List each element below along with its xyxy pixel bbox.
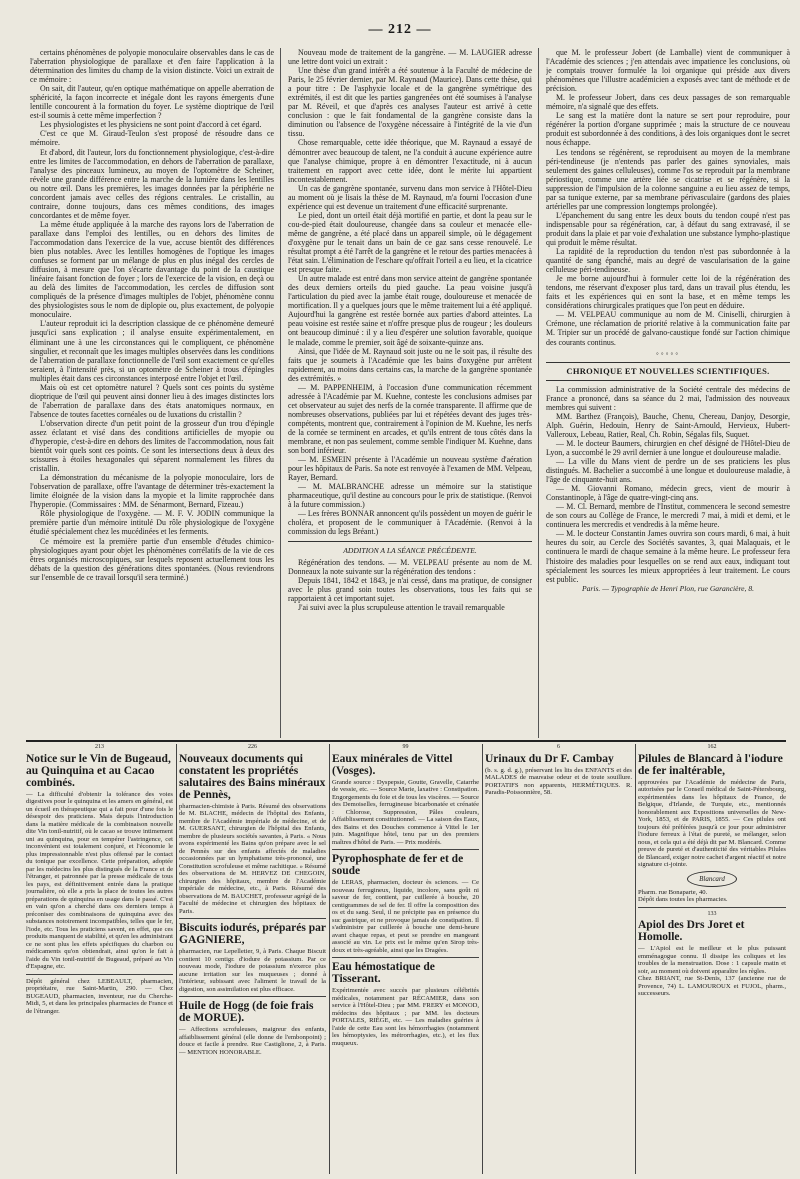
ad-headline: Pilules de Blancard à l'iodure de fer inaltérable, <box>638 752 783 777</box>
addition-title: ADDITION A LA SÉANCE PRÉCÉDENTE. <box>343 545 477 555</box>
paragraph: Une thèse d'un grand intérêt a été soutenue à la Faculté de médecine de Paris, le 25 février dernier, par M. Raynaud (Maurice). Dans cette thèse, qui a pour titre : De l'asphyxie locale et de la gangrène symétrique des extrémités, il est dit que les parties gangrenées ont été soumises à l'analyse par M. Réveil, et que d'après ces analyses l'auteur est arrivé à cette conclusion : que le fait fondamental de la gangrène consiste dans la diminution ou l'absence de l'oxygène nécessaire à l'intégrité de la vie d'un tissu. <box>288 66 532 139</box>
ad-body: pharmacien-chimiste à Paris. Résumé des observations de M. BLACHE, médecin de l'hôpital des Enfants, membre de l'Académie impériale de médecine, et de M. GUERSANT, chirurgien de l'hôpital des Enfants, membre de plusieurs sociétés savantes, à Paris. « Nous avons expérimenté les Bains qu'on prépare avec le sel de Pennès sur des enfants affectés de maladies occasionnées par un lymphatisme très-prononcé, une Constitution scrofuleuse et même rachitique. » Résumé des observations de M. HERVEZ DE CHEGOIN, chirurgien des hôpitaux, membre de l'Académie impériale de médecine, etc., à Paris. Résumé des observations de M. BAUCHET, professeur agrégé de la Faculté de médecine et chirurgien des hôpitaux de Paris. <box>179 802 326 915</box>
ad-number: 99 <box>402 744 409 750</box>
ad-headline: Notice sur le Vin de Bugeaud, au Quinquina et au Cacao combinés. <box>26 752 171 789</box>
paragraph: que M. le professeur Jobert (de Lamballe) vient de communiquer à l'Académie des sciences ; j'en attendais avec impatience les conclusions, où je comptais trouver formulée la loi organique qui préside aux divers phénomènes que l'illustre académicien a exposés avec tant de méthode et de précision. <box>546 48 790 94</box>
paragraph: — La ville du Mans vient de perdre un de ses praticiens les plus distingués. M. Bachelier a succombé à une longue et douloureuse maladie, à l'âge de cinquante-huit ans. <box>546 457 790 485</box>
paragraph: Le sang est la matière dont la nature se sert pour reproduire, pour régénérer la portion d'organe supprimée ; mais la structure de ce nouveau produit est subordonnée à des conditions, à des lois organiques dont le secret nous échappe. <box>546 111 790 148</box>
column-1 <box>30 48 274 736</box>
paragraph: — M. Cl. Bernard, membre de l'Institut, commencera le second semestre de son cours au Collège de France, le mercredi 7 mai, à midi et demi, et le continuera les mercredis et vendredis à la même heure. <box>546 502 790 530</box>
ad-body: de LERAS, pharmacien, docteur ès sciences. — Ce nouveau ferrugineux, liquide, incolore, sans goût ni saveur de fer, contient, par cuillerée à bouche, 20 centigrammes de sel de fer. Il offre la composition des os et du sang. Seul, il ne précipite pas en présence du suc gastrique, et ne provoque jamais de constipation. Il s'administre par cuillerée à bouche une demi-heure avant chaque repas, et peut se prendre en mangeant associé au vin. Le prix est le même qu'en Sirop très-doux et très-agréable, ainsi que les Dragées. <box>332 879 479 954</box>
paragraph: Mais où est cet optomètre naturel ? Quels sont ces points du système dioptrique de l'œil qui peuvent ainsi donner lieu à des images distinctes lors de l'aberration de parallaxe dans des états anatomiques normaux, en l'absence de toutes facettes cornéales ou de luxations du cristallin ? <box>30 382 274 419</box>
paragraph: — M. le docteur Constantin James ouvrira son cours mardi, 6 mai, à huit heures du soir, au Cercle des Sociétés savantes, 3, quai Malaquais, et le continuera le mardi de chaque semaine à la même heure. Le professeur fera l'histoire des maladies pour lesquelles on se rend aux eaux, indiquant tout spécialement les sources les mieux appropriées à leur traitement. Le cours est public. <box>546 529 790 584</box>
page-number: — 212 — <box>368 22 432 37</box>
ad-body: — La difficulté d'obtenir la tolérance des voies digestives pour le quinquina et les amers en général, est un écueil en thérapeutique qui a fait pour d'une fois le désespoir des praticiens. Mais depuis l'introduction dans la matière médicale de la combinaison nouvelle dite Vin tonil-nutritif, où le cacao se trouve intimement uni au quinquina, pour en tempérer l'astringence, cet inconvénient est totalement conjuré, et l'économie le plus impressionnable n'est plus offensé par le contact du tonique par excellence. Cette préparation, adoptée par les médecins les plus distingués de la France et de l'étranger, et patronnée par la presse médicale de tous les pays, est définitivement entrée dans la pratique journalière, où elle a pris la place de toutes les autres préparations de quinquina en usage dans le passé. C'est en vain qu'on a cherché dans ces derniers temps à préconiser des combinaisons de quinquina avec des substances notoirement incompatibles, telles que le fer, l'iode, etc. Tous les praticiens savent, en effet, que ces produits manquent de stabilité, et qu'en les administrant ce ne sont plus les effets spécifiques du charbon ou médicaments qu'on obtiendrait, ainsi qu'on le fait à l'aide du Vin tonil-nutritif de Bugeaud, préparé au Vin d'Espagne, etc. <box>26 790 173 970</box>
paragraph: Nouveau mode de traitement de la gangrène. — M. LAUGIER adresse une lettre dont voici un extrait : <box>288 48 532 67</box>
divider <box>546 380 790 381</box>
paragraph: L'auteur reproduit ici la description classique de ce phénomène demeuré jusqu'ici sans explication ; il analyse ensuite expérimentalement, en éliminant une à une les circonstances qui le compliquent, ce phénomène singulier, et reconnaît que les images multiples observées dans les conditions de l'aberration de parallaxe fonctionnelle de l'œil sont exactement ce qu'elles seraient, à l'intensité près, si un optomètre de Scheiner à trous d'épingles multiples était dans ces circonstances interposé entre l'objet et l'œil. <box>30 319 274 383</box>
paragraph: Chose remarquable, cette idée théorique, que M. Raynaud a essayé de démontrer avec beaucoup de talent, ne l'a conduit à aucune expérience autre que l'analyse chimique, propre à en démontrer l'exactitude, ni à aucun traitement en rapport avec cette idée, dont le mérite lui appartient incontestablement. <box>288 138 532 184</box>
ad-column-1 <box>26 744 173 1174</box>
ad-headline: Urinaux du Dr F. Cambay <box>485 752 614 765</box>
ad-footer: Pharm. rue Bonaparte, 40. <box>638 888 708 896</box>
paragraph: Et d'abord, dit l'auteur, lors du fonctionnement physiologique, c'est-à-dire entre les limites de l'accommodation, en dehors de l'aberration de parallaxe, l'analyse des pinceaux lumineux, au moyen de l'optomètre de Scheiner, révèle une grande différence entre la marche de la lumière dans les lentilles ou notre œil. Dans les premières, les images données par la périphérie ne concordent jamais avec celles des régions centrales. Le cristallin, au contraire, donne toujours, dans ces mêmes conditions, des images concordantes et de même foyer. <box>30 147 274 220</box>
ad-headline: Huile de Hogg (de foie frais de MORUE). <box>179 1000 314 1024</box>
paragraph: C'est ce que M. Giraud-Teulon s'est proposé de résoudre dans ce mémoire. <box>30 129 274 148</box>
divider <box>288 541 532 542</box>
paragraph: Je me borne aujourd'hui à formuler cette loi de la régénération des tendons, me réservant d'exposer plus tard, dans un travail plus étendu, les faits et les expériences qui en sont la base, et en même temps les considérations chirurgicales pratiques que l'on peut en déduire. <box>546 274 790 311</box>
paragraph: — M. le docteur Baumers, chirurgien en chef désigné de l'Hôtel-Dieu de Lyon, a succombé le 29 avril dernier à une longue et douloureuse maladie. <box>546 438 790 457</box>
paragraph: M. le professeur Jobert, dans ces deux passages de son remarquable mémoire, n'a signalé que des effets. <box>546 93 790 112</box>
divider <box>638 907 786 908</box>
ad-headline: Eau hémostatique de Tisserant. <box>332 961 435 985</box>
chronique-title: CHRONIQUE ET NOUVELLES SCIENTIFIQUES. <box>566 365 770 376</box>
paragraph: Rôle physiologique de l'oxygène. — M. F. V. JODIN communique la première partie d'un mémoire intitulé Du rôle physiologique de l'oxygène étudié spécialement chez les mucédinées et les ferments. <box>30 509 274 537</box>
paragraph: — M. Giovanni Romano, médecin grecs, vient de mourir à Constantinople, à l'âge de quatre-vingt-cinq ans. <box>546 484 790 503</box>
ad-footer: Chez BRIANT, rue St-Denis, 137 (ancienne rue de Provence, 74) L. LAMOUROUX et FUJOL, pharm., successeurs. <box>638 975 786 997</box>
ad-number: 133 <box>707 910 717 917</box>
ad-number: 226 <box>248 744 257 750</box>
ad-number: 162 <box>707 744 717 750</box>
paragraph: Les tendons se régénèrent, se reproduisent au moyen de la membrane péri-tendineuse (je n'entends pas parler des gaines synoviales, mais seulement des gaines celluleuses), comme l'os se reproduit par la membrane périostique, comme une artère liée se cicatrise et se régénère, si la suppression de l'impulsion de la colonne sanguine a eu lieu assez de temps, par sa tunique externe, par sa membrane périvasculaire (gardons des plaies artérielles par une compression longtemps prolongée). <box>546 147 790 211</box>
ad-column-3 <box>332 744 479 1174</box>
ad-column-4 <box>485 744 632 1174</box>
paragraph: certains phénomènes de polyopie monoculaire observables dans le cas de l'aberration physiologique de parallaxe et d'en faire l'application à la détermination des limites du champ de la vision distincte. Voici un extrait de ce mémoire : <box>30 48 274 85</box>
paragraph: Depuis 1841, 1842 et 1843, je n'ai cessé, dans ma pratique, de consigner avec le plus grand soin toutes les observations, tous les faits qui se rapportaient à cet important sujet. <box>288 575 532 603</box>
imprint: Paris. — Typographie de Henri Plon, rue Garancière, 8. <box>581 583 755 593</box>
article-columns <box>30 48 788 736</box>
ad-headline: Apiol des Drs Joret et Homolle. <box>638 919 745 943</box>
paragraph: La rapidité de la reproduction du tendon n'est pas subordonnée à la quantité de sang épanché, mais au degré de vascularisation de la gaine celluleuse péri-tendineuse. <box>546 247 790 275</box>
advertisements <box>26 744 786 1174</box>
paragraph: — M. PAPPENHEIM, à l'occasion d'une communication récemment adressée à l'Académie par M. Kuehne, conteste les conclusions admises par cet observateur au sujet des nerfs de la cornée transparente. Il affirme que de nombreuses observations, publiées par lui et répétées devant des juges très-compétents, montrent que, contrairement à l'opinion de M. Kuehne, les nerfs de la cornée se terminent en arcades, et qu'ils entrent de tous côtés dans la membrane, et non pas seulement, comme semble l'indiquer M. Kuehne, dans son bord inférieur. <box>288 382 532 456</box>
ad-body: — Affections scrofuleuses, maigreur des enfants, affaiblissement général (elle donne de l'embonpoint) ; douce et facile à prendre. Rue Castiglione, 2, à Paris. — MENTION HONORABLE. <box>179 1026 326 1056</box>
ad-body: Grande source : Dyspepsie, Goutte, Gravelle, Catarrhe de vessie, etc. — Source Marie, laxative : Constipation. Engorgements du foie et de tous les viscères. — Source des Demoiselles, ferrugineuse bicarbonatée et crénatée : Chlorose, Suppression, Pâles couleurs, Affaiblissement constitutionnel. — La saison des Eaux, des Bains et des Douches commence à Vittel le 1er juin. Magnifique hôtel, tenu par un des premiers maîtres d'hôtel de Paris. — Prix modérés. <box>332 778 479 846</box>
ad-headline: Eaux minérales de Vittel (Vosges). <box>332 752 453 777</box>
paragraph: Les physiologistes et les physiciens ne sont point d'accord à cet égard. <box>40 120 262 130</box>
ad-body: approuvées par l'Académie de médecine de Paris, autorisées par le Conseil médical de Saint-Pétersbourg, expérimentées dans les hôpitaux de France, de Belgique, d'Irlande, de Turquie, etc., mentionnés honorablement aux Expositions universelles de New-York, 1853, et de PARIS, 1855. — Ces pilules ont toujours été préférées jusqu'à ce jour pour administrer l'iodure ferreux à l'état de pureté, se mélanger, selon nous, et cela qui a été déjà dit par M. Blancard. Comme preuve de pureté et d'authenticité des véritables Pilules de Blancard, exiger notre cachet d'argent réactif et notre signature ci-jointe. <box>638 778 786 868</box>
column-2 <box>288 48 532 736</box>
ad-body: Expérimentée avec succès par plusieurs célébrités médicales, notamment par RÉCAMIER, dans son service à l'Hôtel-Dieu ; par MM. FRERY et MONOD, médecins des hôpitaux ; par MM. les docteurs PORTALES, RIÈGE, etc. — Les maladies guéries à l'aide de cette Eau sont les hémorrhagies (notamment les hémoptysies, les métrorrhagies, etc.), et les flux muqueux. <box>332 987 479 1047</box>
paragraph: — M. MALBRANCHE adresse un mémoire sur la statistique pharmaceutique, qu'il destine au concours pour le prix de statistique. (Renvoi à la future commission.) <box>288 482 532 510</box>
paragraph: L'épanchement du sang entre les deux bouts du tendon coupé n'est pas indispensable pour sa régénération, car, à défaut du sang extravasé, il se produit dans la plaie et par voie d'exhalation une substance lympho-plastique qui produit le même résultat. <box>546 210 790 247</box>
divider <box>332 849 479 850</box>
paragraph: J'ai suivi avec la plus scrupuleuse attention le travail remarquable <box>298 602 505 612</box>
paragraph: Un autre malade est entré dans mon service atteint de gangrène spontanée des deux derniers orteils du pied gauche. La peau voisine jusqu'à l'articulation du pied avec la jambe était rouge, douloureuse et menacée de mortification. Il y a quelques jours que le même traitement lui a été appliqué. Aujourd'hui la gangrène est restée bornée aux parties d'abord atteintes. La peau voisine est restée saine et n'offre presque plus de rougeur ; les douleurs ont beaucoup diminué : il y a lieu d'espérer une solution favorable, quoique le malade, comme le premier, soit âgé de soixante-quinze ans. <box>288 274 532 347</box>
paragraph: — M. ESMEIN présente à l'Académie un nouveau système d'aération pour les hôpitaux de Paris. Sa note est renvoyée à l'examen de MM. Velpeau, Rayer, Bernard. <box>288 455 532 483</box>
ornament-divider: ◦◦◦◦◦ <box>655 348 681 358</box>
ad-number: 6 <box>557 744 560 750</box>
ad-body: — L'Apiol est le meilleur et le plus puissant emménagogue connu. Il dissipe les coliques et les troubles de la menstruation. Dose : 1 capsule matin et soir, au moment où doivent apparaître les règles. <box>638 945 786 975</box>
paragraph: MM. Barthez (François), Bauche, Chenu, Chereau, Danjoy, Desorgie, Alph. Guérin, Hedouin, Henry de Saint-Arnould, Hervieux, Hubert-Valleroux, Lebeau, Ratier, Real, Ch. Robin, Ségalas fils, Suquet. <box>546 411 790 439</box>
ad-body: (b. s. g. d. g.), préservant les lits des ENFANTS et des MALADES de mauvaise odeur et de toute souillure. PORTATIFS non apparents, HERMÉTIQUES. R. Paradis-Poissonnière, 58. <box>485 766 632 796</box>
paragraph: Régénération des tendons. — M. VELPEAU présente au nom de M. Donneaux la note suivante sur la régénération des tendons : <box>288 557 532 576</box>
paragraph: On sait, dit l'auteur, qu'en optique mathématique on appelle aberration de sphéricité, la façon incorrecte et inégale dont les rayons émergents d'une lentille concourent à la formation du foyer. Le système dioptrique de l'œil est-il soumis à cette même imperfection ? <box>30 84 274 121</box>
ad-column-2 <box>179 744 326 1174</box>
ad-headline: Pyrophosphate de fer et de soude <box>332 853 464 877</box>
ad-number: 213 <box>95 744 104 750</box>
ad-body: pharmacien, rue Lepelletier, 9, à Paris. Chaque Biscuit contient 10 centigr. d'iodure de potassium. Par ce nouveau mode, l'iodure de potassium n'exerce plus aucune irritation sur les muqueuses ; donné à l'intérieur, subissant avec l'aliment le travail de la digestion, son assimilation est plus efficace. <box>179 948 326 993</box>
paragraph: La démonstration du mécanisme de la polyopie monoculaire, lors de l'observation de parallaxe, offre l'avantage de déterminer très-exactement la limite éloignée de la vision dans la myopie et la limite rapprochée dans l'hyperopie. (Commissaires : MM. de Sénarmont, Bernard, Fizeau.) <box>30 473 274 510</box>
divider <box>179 918 326 919</box>
divider <box>332 957 479 958</box>
paragraph: L'observation directe d'un petit point de la grosseur d'un trou d'épingle assez éclatant et visé dans des conditions artificielles de myopie ou d'hyperopie, c'est-à-dire en dehors des limites de l'accommodation, nous fait bientôt voir quels sont ces points. Ce sont les intersections deux à deux des scissures à étoiles hexagonales qui séparent normalement les fibres du cristallin. <box>30 418 274 474</box>
paragraph: Le pied, dont un orteil était déjà mortifié en partie, et dont la peau sur le cou-de-pied était douloureuse, changée dans sa couleur et menacée elle-même de gangrène, a été placé dans un appareil simple, où le dégagement d'oxygène pur le tenait dans un bain de ce gaz sans cesse renouvelé. Le résultat prompt a été l'arrêt de la gangrène et le retour des parties menacées à l'état sain. L'élimination de l'eschare qu'offrait l'orteil a eu lieu, et la cicatrice est presque faite. <box>288 210 532 275</box>
paragraph: La commission administrative de la Société centrale des médecins de France a prononcé, dans sa séance du 2 mai, l'admission des nouveaux membres qui suivent : <box>546 384 790 412</box>
paragraph: Ainsi, que l'idée de M. Raynaud soit juste ou ne le soit pas, il résulte des faits que je soumets à l'Académie que les bains d'oxygène pur arrêtent rapidement, au moins dans certains cas, la marche de la gangrène spontanée des extrémités. » <box>288 346 532 383</box>
column-3 <box>546 48 790 736</box>
paragraph: — M. VELPEAU communique au nom de M. Ciniselli, chirurgien à Crémone, une réclamation de priorité relative à la communication faite par M. Tripier sur un procédé de galvano-caustique fondé sur l'action chimique des courants continus. <box>546 310 790 347</box>
divider <box>546 362 790 363</box>
paragraph: Un cas de gangrène spontanée, survenu dans mon service à l'Hôtel-Dieu au moment où je lisais la thèse de M. Raynaud, m'a fourni l'occasion d'une expérience qui est devenue un traitement d'une efficacité surprenante. <box>288 183 532 211</box>
signature: Blancard <box>687 871 737 887</box>
ad-footer: Dépôt dans toutes les pharmacies. <box>638 896 728 903</box>
section-rule <box>26 740 786 742</box>
divider <box>179 996 326 997</box>
ad-footer: Dépôt général chez LEBEAULT, pharmacien, propriétaire, rue Saint-Martin, 290. — Chez BUGEAUD, pharmacien, inventeur, rue du Cherche-Midi, 5, et dans les principales pharmacies de France et de l'étranger. <box>26 977 173 1015</box>
paragraph: — Les frères BONNAR annoncent qu'ils possèdent un moyen de guérir le choléra, et proposent de le communiquer à l'Académie. (Renvoi à la commission du legs Bréant.) <box>288 509 532 537</box>
paragraph: La même étude appliquée à la marche des rayons lors de l'aberration de parallaxe dans l'emploi des lentilles, ou en dehors des limites de l'accommodation dans l'exercice de la vue, accuse bientôt des différences bien plus notables. Avec les lentilles homogènes de l'optique les images confuses se forment par un mélange de plus en plus inégal des cercles de diffusion, à mesure que l'on s'écarte davantage du point de la caustique linéaire faisant fonction de foyer ; lors de l'exercice de la vision, en deçà ou au delà des limites de l'accommodation, les cercles de diffusion sont compliqués de la présence d'images multiples de l'objet, phénomène connu des physiologistes sous le nom de diplopie ou, plus exactement, de polyopie monoculaire. <box>30 219 274 320</box>
divider <box>26 974 173 975</box>
ad-headline: Biscuits iodurés, préparés par GAGNIERE, <box>179 922 326 946</box>
paragraph: Ce mémoire est la première partie d'un ensemble d'études chimico-physiologiques ayant pour objet les phénomènes corrélatifs de la vie de ces êtres organisés microscopiques, sur lesquels reposent actuellement tous les débats de la question des générations dites spontanées. (Nous reviendrons sur l'ensemble de ce travail lorsqu'il sera terminé.) <box>30 536 274 582</box>
ad-headline: Nouveaux documents qui constatent les propriétés salutaires des Bains minéraux de Pennès, <box>179 752 326 801</box>
ad-column-5 <box>638 744 786 1174</box>
